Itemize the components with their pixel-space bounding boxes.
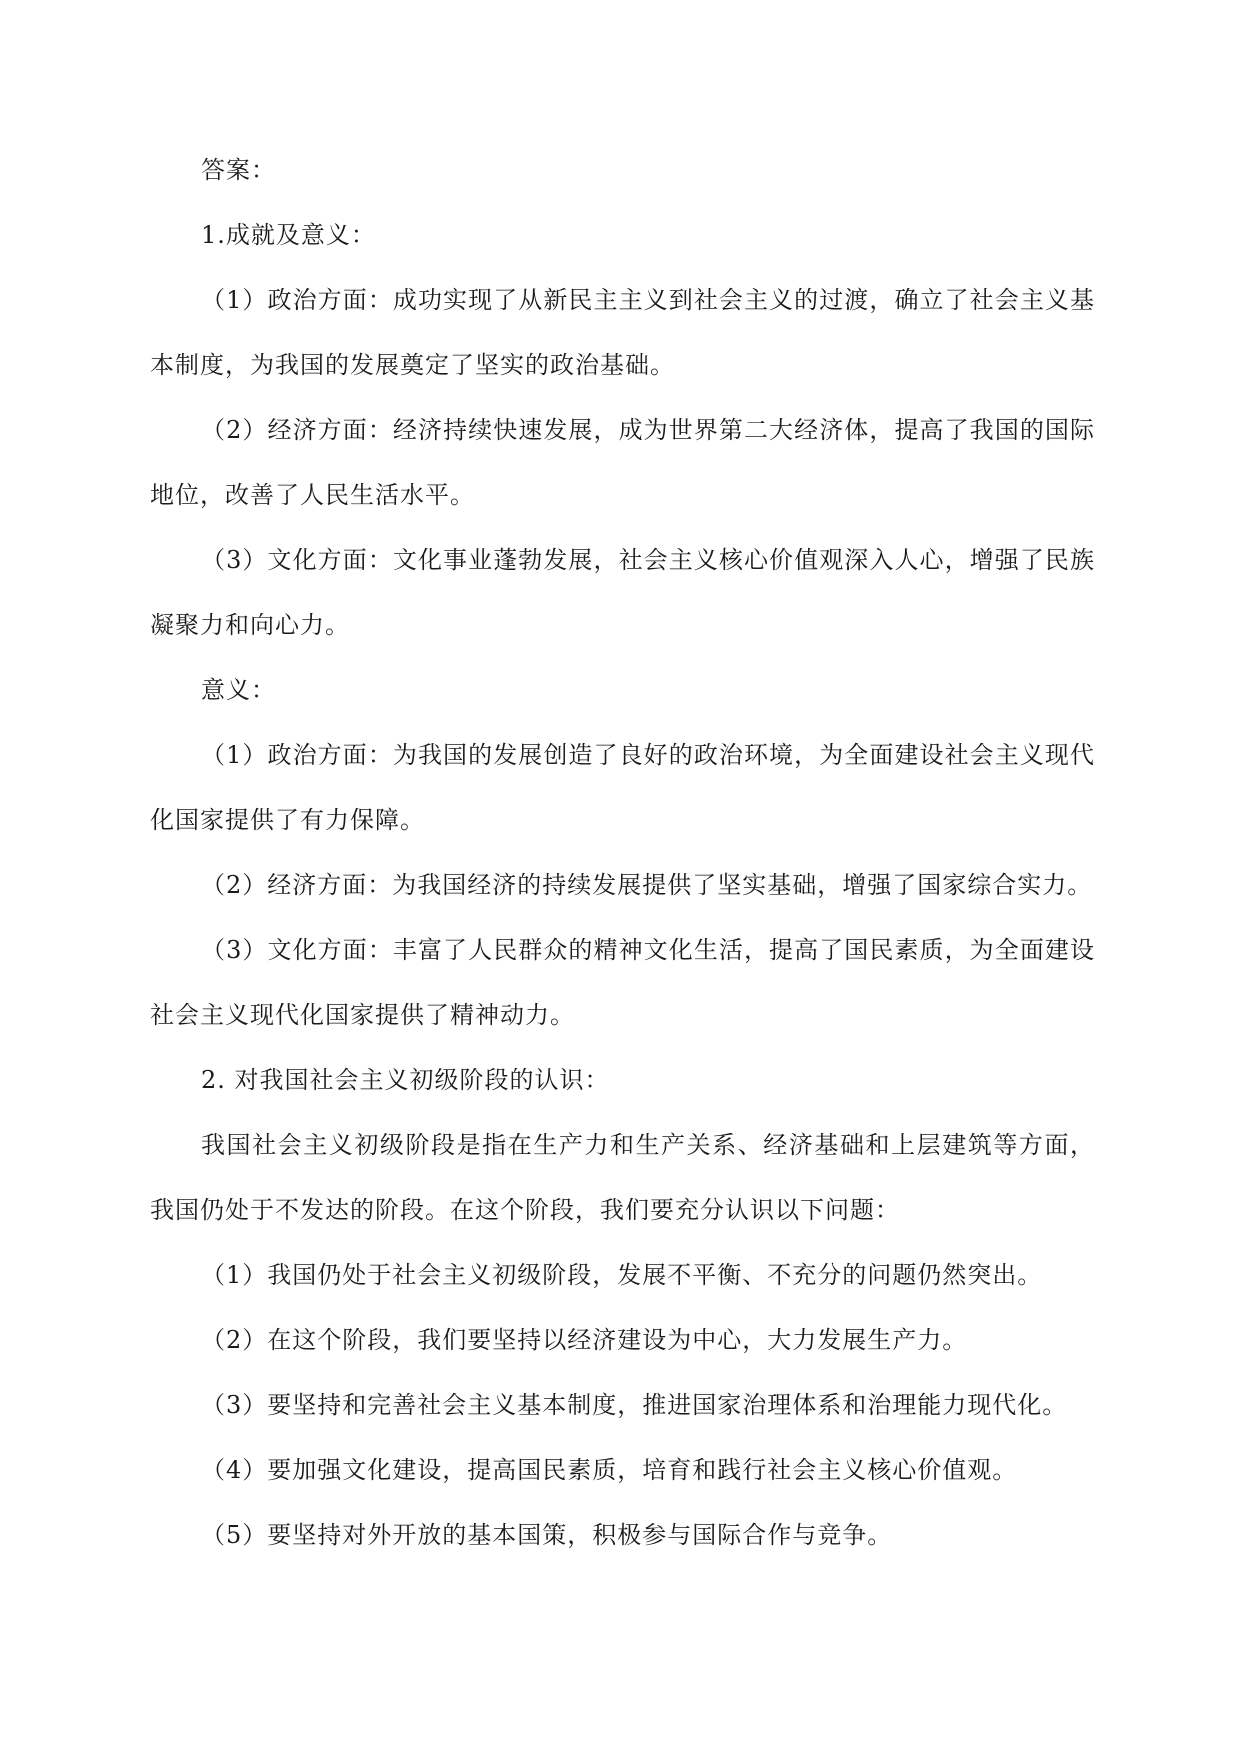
primary-stage-point-1: （1）我国仍处于社会主义初级阶段，发展不平衡、不充分的问题仍然突出。 — [201, 1261, 1043, 1289]
achievement-political: （1）政治方面：成功实现了从新民主主义到社会主义的过渡，确立了社会主义基本制度，为我国的发展奠定了坚实的政治基础。 — [150, 286, 1095, 379]
section-2-heading: 2. 对我国社会主义初级阶段的认识： — [201, 1066, 610, 1094]
document-page — [150, 138, 1095, 1568]
primary-stage-intro: 我国社会主义初级阶段是指在生产力和生产关系、经济基础和上层建筑等方面，我国仍处于不发达的阶段。在这个阶段，我们要充分认识以下问题： — [150, 1131, 1095, 1224]
answer-heading: 答案： — [201, 156, 276, 184]
significance-cultural: （3）文化方面：丰富了人民群众的精神文化生活，提高了国民素质，为全面建设社会主义现代化国家提供了精神动力。 — [150, 936, 1095, 1029]
significance-economic: （2）经济方面：为我国经济的持续发展提供了坚实基础，增强了国家综合实力。 — [201, 871, 1093, 899]
primary-stage-point-5: （5）要坚持对外开放的基本国策，积极参与国际合作与竞争。 — [201, 1521, 893, 1549]
significance-heading: 意义： — [201, 676, 276, 704]
primary-stage-point-3: （3）要坚持和完善社会主义基本制度，推进国家治理体系和治理能力现代化。 — [201, 1391, 1068, 1419]
section-1-heading: 1.成就及意义： — [201, 221, 376, 249]
achievement-cultural: （3）文化方面：文化事业蓬勃发展，社会主义核心价值观深入人心，增强了民族凝聚力和向心力。 — [150, 546, 1095, 639]
primary-stage-point-2: （2）在这个阶段，我们要坚持以经济建设为中心，大力发展生产力。 — [201, 1326, 968, 1354]
significance-political: （1）政治方面：为我国的发展创造了良好的政治环境，为全面建设社会主义现代化国家提供了有力保障。 — [150, 741, 1095, 834]
primary-stage-point-4: （4）要加强文化建设，提高国民素质，培育和践行社会主义核心价值观。 — [201, 1456, 1018, 1484]
achievement-economic: （2）经济方面：经济持续快速发展，成为世界第二大经济体，提高了我国的国际地位，改善了人民生活水平。 — [150, 416, 1095, 509]
